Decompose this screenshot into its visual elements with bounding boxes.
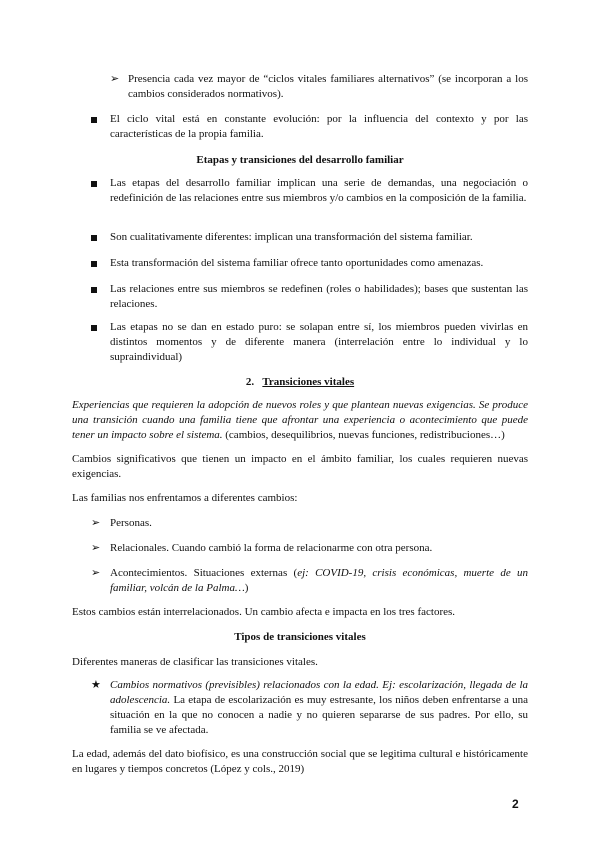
arrow-item-text: Presencia cada vez mayor de “ciclos vitales familiares alternativos” (se incorporan a los cambios considerados normativos). <box>128 73 528 100</box>
square-bullet-icon <box>91 117 97 123</box>
definition-paragraph <box>72 398 528 443</box>
paragraph: Estos cambios están interrelacionados. Un cambio afecta e impacta en los tres factores. <box>72 606 456 618</box>
item-italic: ej: COVID-19, crisis económicas, muerte de un familiar, volcán de la Palma… <box>110 567 528 594</box>
star-item-text <box>110 678 528 738</box>
star-item-rest: La etapa de escolarización es muy estresante, los niños deben enfrentarse a una situación en la que no conocen a nadie y no quieren separarse de sus padres. Por ello, su familia se ve afectada. <box>110 694 528 736</box>
arrow-bullet-icon: ➢ <box>91 517 101 529</box>
heading-number: 2. <box>245 376 255 388</box>
arrow-bullet-icon: ➢ <box>91 567 101 579</box>
arrow-item-text: Personas. <box>110 517 152 529</box>
arrow-item-text <box>110 566 528 596</box>
section-heading-3: Tipos de transiciones vitales <box>234 631 366 643</box>
paragraph: El ciclo vital está en constante evolución: por la influencia del contexto y por las características de la propia familia. <box>110 113 528 140</box>
bullet-text: Las etapas no se dan en estado puro: se solapan entre sí, los miembros pueden vivirlas en distintos momentos y de diferente manera (interrelación entre lo individual y lo supraindividual) <box>110 321 528 363</box>
arrow-item-text: Relacionales. Cuando cambió la forma de relacionarme con otra persona. <box>110 542 433 554</box>
square-bullet-icon <box>91 325 97 331</box>
star-item-italic: Cambios normativos (previsibles) relacionados con la edad. Ej: escolarización, llegada de la adolescencia. <box>110 679 528 706</box>
item-post: ) <box>244 582 249 594</box>
section-heading: Etapas y transiciones del desarrollo familiar <box>196 154 404 166</box>
paragraph: Las familias nos enfrentamos a diferentes cambios: <box>72 492 298 504</box>
definition-rest: (cambios, desequilibrios, nuevas funciones, redistribuciones…) <box>222 429 505 441</box>
square-bullet-icon <box>91 235 97 241</box>
paragraph: La edad, además del dato biofísico, es una construcción social que se legitima cultural e históricamente en lugares y tiempos concretos (López y cols., 2019) <box>72 748 528 775</box>
page-number: 2 <box>512 797 519 811</box>
paragraph: Diferentes maneras de clasificar las transiciones vitales. <box>72 656 318 668</box>
heading-text: Transiciones vitales <box>262 376 355 388</box>
definition-italic: Experiencias que requieren la adopción de nuevos roles y que plantean nuevas exigencias. Se produce una transición cuando una familia tiene que afrontar una experiencia o acontecimiento que puede tener un impacto sobre el sistema. <box>72 399 528 441</box>
arrow-bullet-icon: ➢ <box>110 73 120 85</box>
section-heading-2 <box>72 375 528 390</box>
bullet-text: Son cualitativamente diferentes: implican una transformación del sistema familiar. <box>110 231 473 243</box>
square-bullet-icon <box>91 261 97 267</box>
square-bullet-icon <box>91 181 97 187</box>
item-pre: Acontecimientos. Situaciones externas ( <box>110 567 298 579</box>
star-bullet-icon: ★ <box>91 679 101 691</box>
bullet-text: Las relaciones entre sus miembros se redefinen (roles o habilidades); bases que sustentan las relaciones. <box>110 283 528 310</box>
bullet-text: Esta transformación del sistema familiar ofrece tanto oportunidades como amenazas. <box>110 257 484 269</box>
bullet-text: Las etapas del desarrollo familiar implican una serie de demandas, una negociación o redefinición de las relaciones entre sus miembros y/o cambios en la composición de la familia. <box>110 177 528 204</box>
paragraph: Cambios significativos que tienen un impacto en el ámbito familiar, los cuales requieren nuevas exigencias. <box>72 453 528 480</box>
square-bullet-icon <box>91 287 97 293</box>
arrow-bullet-icon: ➢ <box>91 542 101 554</box>
